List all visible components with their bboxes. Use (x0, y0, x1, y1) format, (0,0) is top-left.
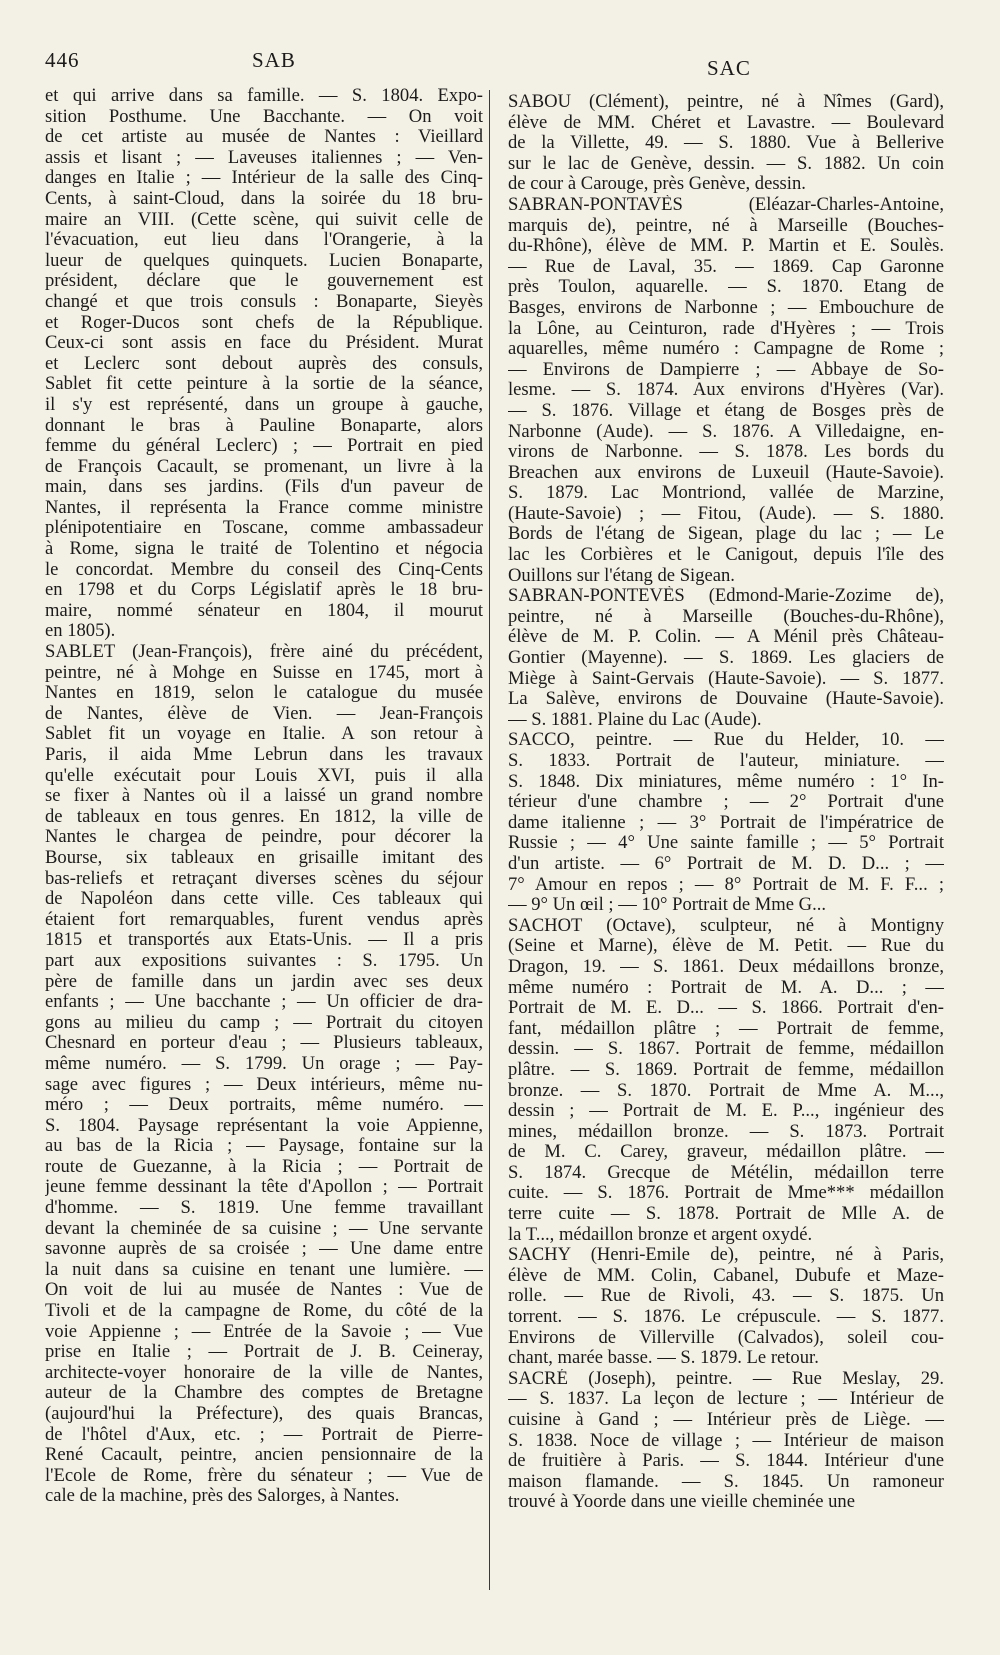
text-line: maison flamande. — S. 1845. Un ramoneur (508, 1471, 944, 1492)
text-line: enfants ; — Une bacchante ; — Un officier de dra- (45, 992, 483, 1013)
text-line: le concordat. Membre du conseil des Cinq-Cents (45, 559, 483, 580)
text-line: SABRAN-PONTAVÈS (Eléazar-Charles-Antoine, (508, 194, 944, 215)
text-line: Sablet fit cette peinture à la sortie de la séance, (45, 374, 483, 395)
text-line: marquis de), peintre, né à Marseille (Bouches- (508, 215, 944, 236)
text-line: même numéro. — S. 1799. Un orage ; — Pay- (45, 1053, 483, 1074)
text-line: Environs de Villerville (Calvados), soleil cou- (508, 1327, 944, 1348)
text-line: lac les Corbières et le Canigout, depuis l'île des (508, 545, 944, 566)
text-line: assis et lisant ; — Laveuses italiennes ; — Ven- (45, 147, 483, 168)
text-line: dessin ; — Portrait de M. E. P..., ingénieur des (508, 1101, 944, 1122)
text-line: — Rue de Laval, 35. — 1869. Cap Garonne (508, 256, 944, 277)
text-line: de cet artiste au musée de Nantes : Vieillard (45, 127, 483, 148)
text-line: Tivoli et de la campagne de Rome, du côté de la (45, 1301, 483, 1322)
text-line: au bas de la Ricia ; — Paysage, fontaine sur la (45, 1136, 483, 1157)
text-line: l'Ecole de Rome, frère du sénateur ; — Vue de (45, 1465, 483, 1486)
text-line: qu'elle exécutait pour Louis XVI, puis il alla (45, 765, 483, 786)
text-line: — S. 1876. Village et étang de Bosges près de (508, 400, 944, 421)
text-line: en 1805). (45, 621, 116, 642)
text-line: Portrait de M. E. D... — S. 1866. Portrait d'en- (508, 998, 944, 1019)
column-divider (489, 90, 490, 1590)
text-line: térieur d'une chambre ; — 2° Portrait d'une (508, 792, 944, 813)
text-line: cuisine à Gand ; — Intérieur près de Liège. — (508, 1410, 944, 1430)
text-line: fant, médaillon plâtre ; — Portrait de femme, (508, 1018, 944, 1039)
text-line: du-Rhône), élève de MM. P. Martin et E. Soulès. (508, 236, 944, 257)
text-line: route de Guezanne, à la Ricia ; — Portrait de (45, 1156, 483, 1177)
text-line: SACHY (Henri-Emile de), peintre, né à Paris, (508, 1245, 944, 1266)
text-line: virons de Narbonne. — S. 1878. Les bords du (508, 442, 944, 463)
text-line: de tableaux en tous genres. En 1812, la ville de (45, 806, 483, 827)
text-line: il s'y est représenté, dans un groupe à gauche, (45, 394, 483, 415)
text-line: et qui arrive dans sa famille. — S. 1804. Expo- (45, 86, 483, 106)
text-line: — S. 1837. La leçon de lecture ; — Intérieur de (508, 1389, 944, 1410)
text-line: terre cuite — S. 1878. Portrait de Mlle A. de (508, 1204, 944, 1225)
text-line: de Napoléon dans cette ville. Ces tableaux qui (45, 889, 483, 910)
text-line: trouvé à Yoorde dans une vieille cheminée une (508, 1492, 855, 1513)
text-line: aquarelles, même numéro : Campagne de Rome ; (508, 339, 944, 360)
text-line: S. 1833. Portrait de l'auteur, miniature. — (508, 751, 944, 771)
text-line: Chesnard en porteur d'eau ; — Plusieurs tableaux, (45, 1033, 483, 1054)
text-line: — S. 1881. Plaine du Lac (Aude). (508, 709, 762, 730)
page-number: 446 (45, 48, 80, 72)
right-column (508, 92, 944, 1513)
text-line: rolle. — Rue de Rivoli, 43. — S. 1875. Un (508, 1286, 944, 1307)
text-line: maire, nommé sénateur en 1804, il mourut (45, 600, 483, 621)
text-line: femme du général Leclerc) ; — Portrait en pied (45, 436, 483, 457)
text-line: sition Posthume. Une Bacchante. — On voit (45, 106, 483, 127)
text-line: Russie ; — 4° Une sainte famille ; — 5° Portrait (508, 833, 944, 854)
text-line: bronze. — S. 1870. Portrait de Mme A. M..., (508, 1080, 944, 1101)
left-running-head: SAB (252, 48, 296, 72)
left-column (45, 86, 483, 1507)
text-line: changé et que trois consuls : Bonaparte, Sieyès (45, 291, 483, 312)
text-line: peintre, né à Mohge en Suisse en 1745, mort à (45, 662, 483, 683)
text-line: d'homme. — S. 1819. Une femme travaillant (45, 1198, 483, 1219)
text-line: Sablet fit un voyage en Italie. A son retour à (45, 724, 483, 745)
text-line: sur le lac de Genève, dessin. — S. 1882. Un coin (508, 153, 944, 174)
text-line: S. 1879. Lac Montriond, vallée de Marzine, (508, 483, 944, 504)
text-line: élève de MM. Chéret et Lavastre. — Boulevard (508, 112, 944, 133)
text-line: même numéro : Portrait de M. A. D... ; — (508, 977, 944, 998)
text-line: Paris, il aida Mme Lebrun dans les travaux (45, 745, 483, 765)
text-line: — Environs de Dampierre ; — Abbaye de So- (508, 359, 944, 380)
text-line: père de famille dans un jardin avec ses deux (45, 971, 483, 992)
text-line: bas-reliefs et retraçant diverses scènes du séjour (45, 868, 483, 889)
text-line: Breachen aux environs de Luxeuil (Haute-Savoie). (508, 462, 944, 483)
text-line: donnant le bras à Pauline Bonaparte, alors (45, 415, 483, 436)
text-line: de la Villette, 49. — S. 1880. Vue à Bellerive (508, 133, 944, 154)
text-line: à Rome, signa le traité de Tolentino et négocia (45, 539, 483, 560)
text-line: de fruitière à Paris. — S. 1844. Intérieur d'une (508, 1451, 944, 1472)
text-line: Nantes le chargea de peindre, pour décorer la (45, 827, 483, 848)
text-line: architecte-voyer honoraire de la ville de Nantes, (45, 1362, 483, 1383)
text-line: Nantes en 1819, selon le catalogue du musée (45, 683, 483, 704)
text-line: (Haute-Savoie) ; — Fitou, (Aude). — S. 1880. (508, 503, 944, 524)
text-line: SACHOT (Octave), sculpteur, né à Montigny (508, 915, 944, 936)
text-line: SABLET (Jean-François), frère ainé du précédent, (45, 642, 483, 663)
text-line: de cour à Carouge, près Genève, dessin. (508, 174, 806, 195)
text-line: On voit de lui au musée de Nantes : Vue de (45, 1280, 483, 1301)
text-line: lesme. — S. 1874. Aux environs d'Hyères (Var). (508, 380, 944, 401)
text-line: Ceux-ci sont assis en face du Président. Murat (45, 333, 483, 354)
text-line: la T..., médaillon bronze et argent oxydé. (508, 1224, 813, 1245)
text-line: président, déclare que le gouvernement est (45, 271, 483, 292)
text-line: et Roger-Ducos sont chefs de la République. (45, 312, 483, 333)
text-line: Ouillons sur l'étang de Sigean. (508, 565, 735, 586)
text-line: savonne auprès de sa croisée ; — Une dame entre (45, 1239, 483, 1260)
text-line: la Lône, au Ceinturon, rade d'Hyères ; — Trois (508, 318, 944, 339)
text-line: chant, marée basse. — S. 1879. Le retour. (508, 1348, 819, 1369)
text-line: dame italienne ; — 3° Portrait de l'impératrice de (508, 812, 944, 833)
text-line: plénipotentiaire en Toscane, comme ambassadeur (45, 518, 483, 539)
text-line: de M. C. Carey, graveur, médaillon plâtre. — (508, 1142, 944, 1163)
text-line: élève de M. P. Colin. — A Ménil près Château- (508, 627, 944, 648)
text-line: Gontier (Mayenne). — S. 1869. Les glaciers de (508, 648, 944, 669)
text-line: S. 1838. Noce de village ; — Intérieur de maison (508, 1430, 944, 1451)
text-line: La Salève, environs de Douvaine (Haute-Savoie). (508, 689, 944, 710)
text-line: sage avec figures ; — Deux intérieurs, même nu- (45, 1074, 483, 1095)
text-line: élève de MM. Colin, Cabanel, Dubufe et Maze- (508, 1265, 944, 1286)
text-line: maire an VIII. (Cette scène, qui suivit celle de (45, 209, 483, 230)
text-line: cuite. — S. 1876. Portrait de Mme*** médaillon (508, 1183, 944, 1204)
text-line: S. 1848. Dix miniatures, même numéro : 1° In- (508, 771, 944, 792)
text-line: dessin. — S. 1867. Portrait de femme, médaillon (508, 1039, 944, 1060)
text-line: Dragon, 19. — S. 1861. Deux médaillons bronze, (508, 956, 944, 977)
text-line: plâtre. — S. 1869. Portrait de femme, médaillon (508, 1059, 944, 1080)
text-line: et Leclerc sont debout auprès des consuls, (45, 353, 483, 374)
text-line: l'évacuation, eut lieu dans l'Orangerie, à la (45, 230, 483, 251)
text-line: d'un artiste. — 6° Portrait de M. D. D... ; — (508, 853, 944, 874)
text-line: danges en Italie ; — Intérieur de la salle des Cinq- (45, 168, 483, 189)
text-line: mines, médaillon bronze. — S. 1873. Portrait (508, 1121, 944, 1142)
text-line: SACCO, peintre. — Rue du Helder, 10. — (508, 730, 944, 751)
text-line: 1815 et transportés aux Etats-Unis. — Il a pris (45, 930, 483, 951)
text-line: Cents, à saint-Cloud, dans la soirée du 18 bru- (45, 188, 483, 209)
text-line: S. 1874. Grecque de Métélin, médaillon terre (508, 1162, 944, 1183)
text-line: en 1798 et du Corps Législatif après le 18 bru- (45, 580, 483, 601)
text-line: (Seine et Marne), élève de M. Petit. — Rue du (508, 936, 944, 957)
text-line: (aujourd'hui la Préfecture), des quais Brancas, (45, 1404, 483, 1424)
text-line: près Toulon, aquarelle. — S. 1870. Etang de (508, 277, 944, 298)
text-line: peintre, né à Marseille (Bouches-du-Rhône), (508, 606, 944, 627)
text-line: SABRAN-PONTEVÈS (Edmond-Marie-Zozime de), (508, 586, 944, 607)
text-line: Bords de l'étang de Sigean, plage du lac ; — Le (508, 524, 944, 545)
text-line: René Cacault, peintre, ancien pensionnaire de la (45, 1445, 483, 1466)
text-line: gons au milieu du camp ; — Portrait du citoyen (45, 1012, 483, 1033)
text-line: prise en Italie ; — Portrait de J. B. Ceineray, (45, 1342, 483, 1363)
text-line: étaient fort remarquables, furent vendus après (45, 909, 483, 930)
text-line: de Nantes, élève de Vien. — Jean-François (45, 703, 483, 724)
text-line: de l'hôtel d'Aux, etc. ; — Portrait de Pierre- (45, 1424, 483, 1445)
text-line: Narbonne (Aude). — S. 1876. A Villedaigne, en- (508, 421, 944, 442)
right-running-head: SAC (707, 56, 751, 80)
text-line: Miège à Saint-Gervais (Haute-Savoie). — S. 1877. (508, 668, 944, 689)
text-line: cale de la machine, près des Salorges, à Nantes. (45, 1486, 400, 1507)
text-line: voie Appienne ; — Entrée de la Savoie ; — Vue (45, 1321, 483, 1342)
text-line: 7° Amour en repos ; — 8° Portrait de M. F. F... ; (508, 874, 944, 895)
text-line: main, dans ses jardins. (Fils d'un paveur de (45, 477, 483, 498)
text-line: — 9° Un œil ; — 10° Portrait de Mme G... (508, 895, 827, 916)
text-line: la nuit dans sa cuisine en tenant une lumière. — (45, 1259, 483, 1280)
text-line: Basges, environs de Narbonne ; — Embouchure de (508, 297, 944, 318)
text-line: Nantes, il représenta la France comme ministre (45, 497, 483, 518)
text-line: jeune femme dessinant la tête d'Apollon ; — Portrait (45, 1177, 483, 1198)
text-line: devant la cheminée de sa cuisine ; — Une servante (45, 1218, 483, 1239)
text-line: S. 1804. Paysage représentant la voie Appienne, (45, 1115, 483, 1136)
text-line: auteur de la Chambre des comptes de Bretagne (45, 1383, 483, 1404)
text-line: part aux expositions suivantes : S. 1795. Un (45, 950, 483, 971)
text-line: se fixer à Nantes où il a laissé un grand nombre (45, 786, 483, 807)
text-line: SABOU (Clément), peintre, né à Nîmes (Gard), (508, 92, 944, 112)
text-line: SACRÉ (Joseph), peintre. — Rue Meslay, 29. (508, 1368, 944, 1389)
text-line: Bourse, six tableaux en grisaille imitant des (45, 847, 483, 868)
text-line: de François Cacault, se promenant, un livre à la (45, 456, 483, 477)
text-line: torrent. — S. 1876. Le crépuscule. — S. 1877. (508, 1307, 944, 1328)
text-line: méro ; — Deux portraits, même numéro. — (45, 1095, 483, 1116)
text-line: lueur de quelques quinquets. Lucien Bonaparte, (45, 250, 483, 271)
